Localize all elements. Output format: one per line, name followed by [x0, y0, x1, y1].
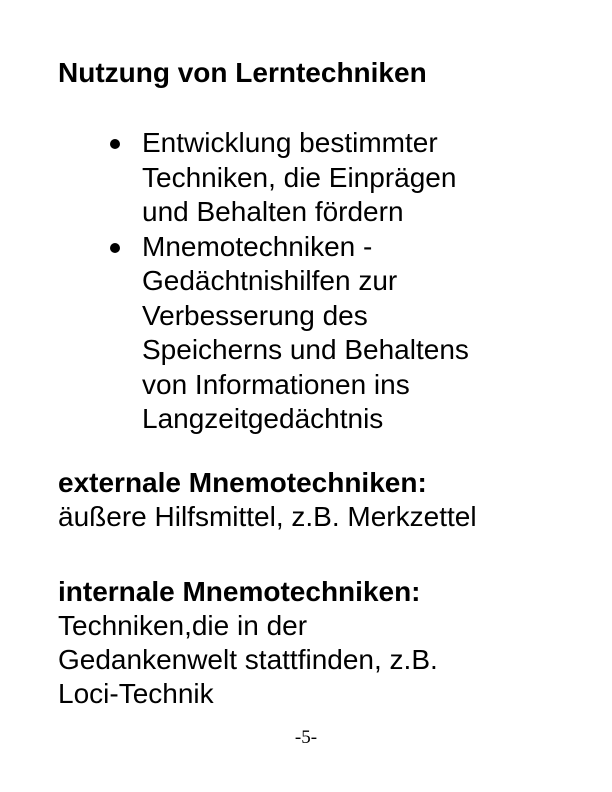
bullet-line: Speicherns und Behaltens — [142, 334, 469, 365]
bullet-line: und Behalten fördern — [142, 196, 404, 227]
internal-section — [58, 575, 438, 711]
bullet-item-mnemotechniken — [0, 230, 469, 437]
external-heading: externale Mnemotechniken: — [58, 467, 427, 498]
page-title: Nutzung von Lerntechniken — [58, 57, 427, 88]
page-number: -5- — [294, 727, 318, 748]
bullet-line: Mnemotechniken - — [142, 230, 373, 262]
internal-text-line: Techniken,die in der — [58, 610, 308, 641]
bullet-line: Verbesserung des — [142, 299, 368, 331]
bullet-line: Techniken, die Einprägen — [142, 161, 457, 193]
internal-text-line: Loci-Technik — [58, 678, 214, 709]
external-text-line: äußere Hilfsmittel, z.B. Merkzettel — [58, 501, 477, 532]
bullet-line: von Informationen ins — [142, 368, 410, 400]
internal-text-line: Gedankenwelt stattfinden, z.B. — [58, 644, 438, 675]
bullet-line: Gedächtnishilfen zur — [142, 265, 398, 296]
bullet-line: Langzeitgedächtnis — [142, 403, 384, 434]
external-section — [58, 466, 477, 534]
bullet-line: Entwicklung bestimmter — [142, 127, 438, 158]
bullet-dot-icon — [110, 139, 120, 149]
bullet-item-development — [0, 126, 469, 230]
bullet-dot-icon — [110, 243, 120, 253]
bullet-list — [0, 126, 469, 437]
internal-heading: internale Mnemotechniken: — [58, 576, 421, 607]
